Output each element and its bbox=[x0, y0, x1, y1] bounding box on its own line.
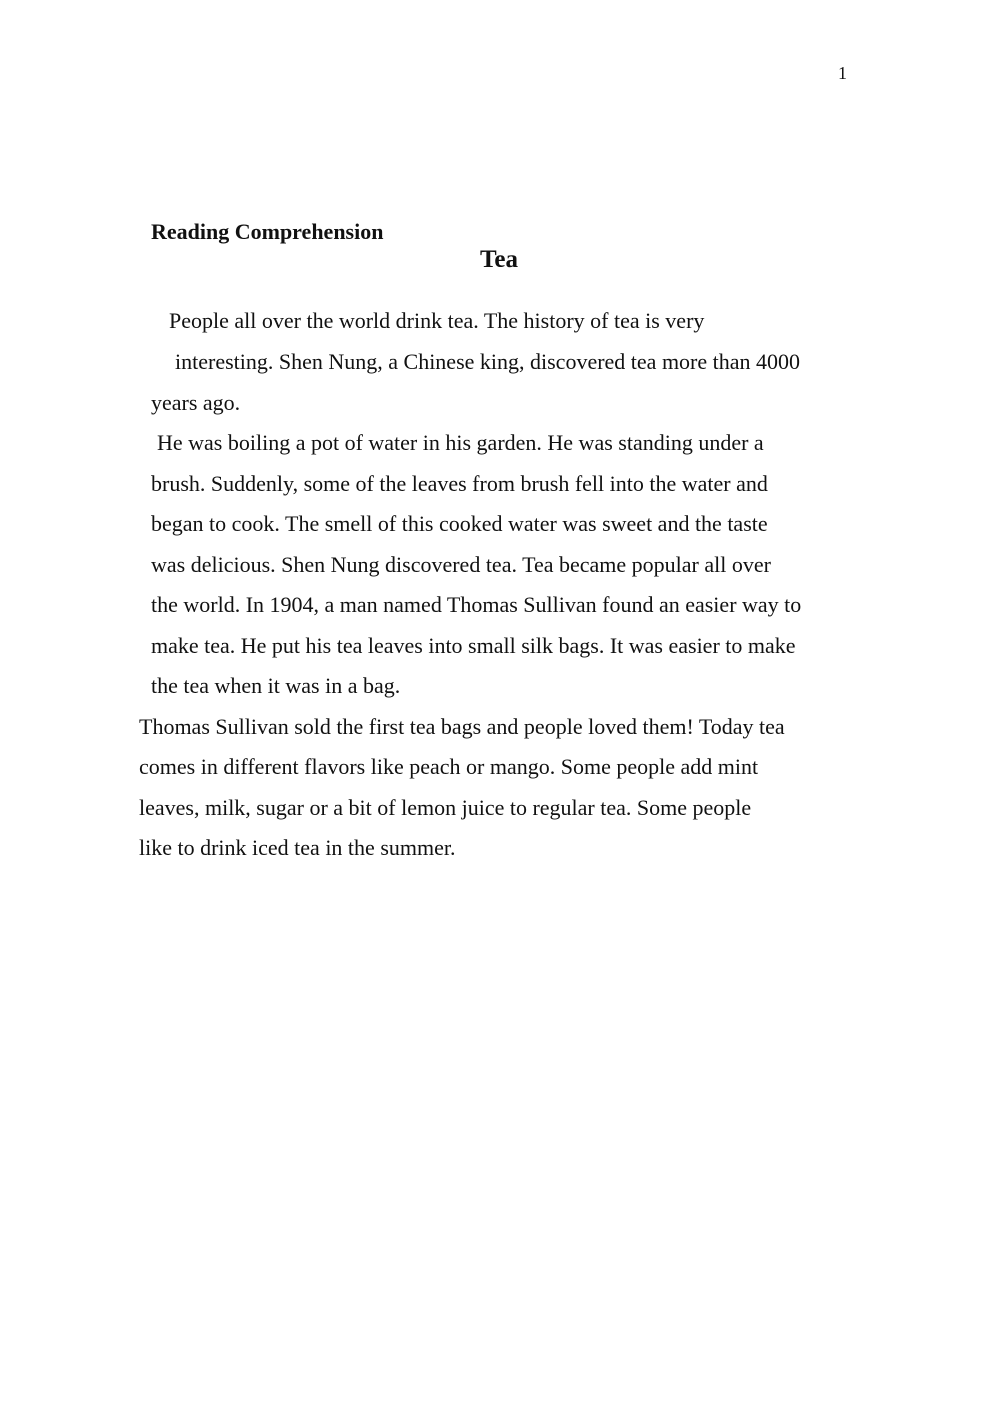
section-heading: Reading Comprehension bbox=[151, 219, 384, 244]
text-line: was delicious. Shen Nung discovered tea. Tea became popular all over bbox=[151, 552, 771, 577]
page-number: 1 bbox=[838, 63, 847, 83]
text-line: interesting. Shen Nung, a Chinese king, discovered tea more than 4000 bbox=[175, 349, 801, 374]
text-line: Thomas Sullivan sold the first tea bags and people loved them! Today tea bbox=[139, 714, 785, 739]
text-line: the tea when it was in a bag. bbox=[151, 673, 401, 698]
text-line: make tea. He put his tea leaves into small silk bags. It was easier to make bbox=[151, 633, 796, 658]
text-line: like to drink iced tea in the summer. bbox=[139, 835, 456, 860]
text-line: brush. Suddenly, some of the leaves from brush fell into the water and bbox=[151, 471, 768, 496]
text-line: He was boiling a pot of water in his garden. He was standing under a bbox=[157, 430, 764, 455]
text-line: People all over the world drink tea. The history of tea is very bbox=[169, 308, 705, 333]
text-line: the world. In 1904, a man named Thomas Sullivan found an easier way to bbox=[151, 592, 802, 617]
text-line: comes in different flavors like peach or mango. Some people add mint bbox=[139, 754, 759, 779]
document-title: Tea bbox=[480, 246, 518, 273]
text-line: years ago. bbox=[151, 390, 241, 415]
text-line: began to cook. The smell of this cooked water was sweet and the taste bbox=[151, 511, 768, 536]
text-line: leaves, milk, sugar or a bit of lemon juice to regular tea. Some people bbox=[139, 795, 752, 820]
